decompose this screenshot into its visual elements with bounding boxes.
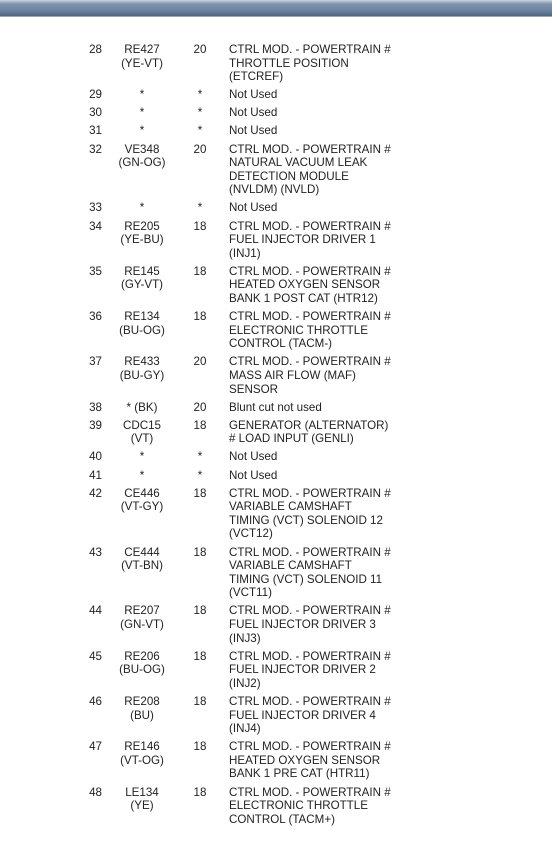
table-row: [0, 469, 552, 483]
wire-gauge: 18: [193, 418, 207, 432]
circuit-function: Not Used: [229, 106, 278, 120]
wire-gauge: 18: [193, 486, 207, 500]
table-row: [0, 106, 552, 120]
table-row: [0, 43, 552, 84]
circuit-code: RE205 (YE-BU): [120, 219, 164, 247]
circuit-code: *: [139, 106, 145, 120]
pin-number: 43: [89, 545, 102, 559]
circuit-function: CTRL MOD. - POWERTRAIN # FUEL INJECTOR DRIVER 1 (INJ1): [229, 219, 391, 260]
wire-gauge: *: [197, 106, 203, 120]
pin-number: 29: [89, 88, 102, 102]
pin-number: 48: [89, 785, 102, 799]
table-row: [0, 604, 552, 645]
circuit-function: CTRL MOD. - POWERTRAIN # ELECTRONIC THROTTLE CONTROL (TACM-): [229, 310, 391, 351]
pin-number: 33: [89, 201, 102, 215]
table-row: [0, 419, 552, 446]
circuit-code: *: [139, 201, 145, 215]
circuit-code: CE446 (VT-GY): [120, 486, 164, 514]
pin-number: 38: [89, 400, 102, 414]
circuit-function: Not Used: [229, 124, 278, 138]
table-row: [0, 124, 552, 138]
table-row: [0, 355, 552, 396]
table-row: [0, 201, 552, 215]
wire-gauge: *: [197, 468, 203, 482]
circuit-function: CTRL MOD. - POWERTRAIN # VARIABLE CAMSHAFT TIMING (VCT) SOLENOID 11 (VCT11): [229, 545, 391, 600]
table-row: [0, 220, 552, 261]
circuit-function: CTRL MOD. - POWERTRAIN # FUEL INJECTOR DRIVER 3 (INJ3): [229, 604, 391, 645]
circuit-code: *: [139, 124, 145, 138]
pin-number: 46: [89, 694, 102, 708]
circuit-code: CDC15 (VT): [122, 418, 161, 446]
circuit-code: RE427 (YE-VT): [121, 43, 163, 70]
wire-gauge: *: [197, 88, 203, 102]
table-row: [0, 310, 552, 351]
wire-gauge: 18: [193, 604, 207, 618]
pin-number: 42: [89, 486, 102, 500]
pin-number: 44: [89, 604, 102, 618]
wire-gauge: 18: [193, 649, 207, 663]
wire-gauge: 18: [193, 785, 207, 799]
table-row: [0, 401, 552, 415]
wire-gauge: 18: [193, 694, 207, 708]
circuit-function: CTRL MOD. - POWERTRAIN # THROTTLE POSITION (ETCREF): [229, 43, 391, 84]
circuit-function: CTRL MOD. - POWERTRAIN # HEATED OXYGEN SENSOR BANK 1 PRE CAT (HTR11): [229, 740, 391, 781]
pin-number: 35: [89, 264, 102, 278]
pin-number: 34: [89, 219, 102, 233]
circuit-function: CTRL MOD. - POWERTRAIN # MASS AIR FLOW (MAF) SENSOR: [229, 355, 391, 396]
table-row: [0, 740, 552, 781]
circuit-function: GENERATOR (ALTERNATOR) # LOAD INPUT (GENLI): [229, 418, 389, 446]
circuit-function: Blunt cut not used: [229, 400, 322, 414]
wire-gauge: 20: [193, 43, 207, 56]
circuit-function: CTRL MOD. - POWERTRAIN # FUEL INJECTOR DRIVER 2 (INJ2): [229, 649, 391, 690]
circuit-function: Not Used: [229, 88, 278, 102]
circuit-function: Not Used: [229, 450, 278, 464]
circuit-function: CTRL MOD. - POWERTRAIN # FUEL INJECTOR DRIVER 4 (INJ4): [229, 694, 391, 736]
wire-gauge: 18: [193, 310, 207, 324]
circuit-code: RE208 (BU): [124, 694, 160, 722]
circuit-function: CTRL MOD. - POWERTRAIN # NATURAL VACUUM LEAK DETECTION MODULE (NVLDM) (NVLD): [229, 142, 391, 197]
circuit-code: LE134 (YE): [125, 785, 159, 813]
pin-number: 40: [89, 450, 102, 464]
wire-gauge: *: [197, 124, 203, 138]
wire-gauge: 18: [193, 264, 207, 278]
circuit-code: RE134 (BU-OG): [119, 310, 165, 337]
wire-gauge: *: [197, 201, 203, 215]
pin-number: 41: [89, 468, 102, 482]
circuit-function: Not Used: [229, 468, 278, 482]
circuit-code: RE145 (GY-VT): [120, 264, 164, 292]
pin-number: 32: [89, 142, 102, 156]
table-row: [0, 487, 552, 541]
table-row: [0, 695, 552, 736]
wire-gauge: 20: [193, 355, 207, 369]
pin-number: 30: [89, 106, 102, 120]
circuit-code: VE348 (GN-OG): [118, 142, 166, 170]
circuit-code: RE207 (GN-VT): [120, 604, 164, 631]
circuit-function: CTRL MOD. - POWERTRAIN # HEATED OXYGEN SENSOR BANK 1 POST CAT (HTR12): [229, 264, 391, 305]
pin-number: 37: [89, 355, 102, 369]
pin-number: 31: [89, 124, 102, 138]
table-row: [0, 650, 552, 691]
circuit-code: RE206 (BU-OG): [119, 649, 165, 677]
pin-number: 39: [89, 418, 102, 432]
wire-gauge: 18: [193, 545, 207, 559]
table-row: [0, 143, 552, 197]
circuit-code: CE444 (VT-BN): [121, 545, 163, 573]
circuit-function: CTRL MOD. - POWERTRAIN # VARIABLE CAMSHAFT TIMING (VCT) SOLENOID 12 (VCT12): [229, 486, 391, 541]
circuit-code: RE433 (BU-GY): [119, 355, 165, 382]
table-row: [0, 88, 552, 102]
table-row: [0, 450, 552, 464]
wire-gauge: 18: [193, 219, 207, 233]
wire-gauge: 20: [193, 400, 207, 414]
pin-number: 36: [89, 310, 102, 324]
pin-number: 28: [89, 43, 102, 56]
circuit-code: * (BK): [126, 400, 158, 414]
table-row: [0, 546, 552, 600]
circuit-code: *: [139, 88, 145, 102]
pin-number: 47: [89, 740, 102, 754]
table-row: [0, 265, 552, 306]
pin-number: 45: [89, 649, 102, 663]
pin-table: [0, 43, 552, 831]
circuit-function: Not Used: [229, 201, 278, 215]
wire-gauge: 20: [193, 142, 207, 156]
circuit-code: *: [139, 450, 145, 464]
wire-gauge: 18: [193, 740, 207, 754]
circuit-code: *: [139, 468, 145, 482]
circuit-function: CTRL MOD. - POWERTRAIN # ELECTRONIC THROTTLE CONTROL (TACM+): [229, 785, 391, 826]
circuit-code: RE146 (VT-OG): [120, 740, 164, 767]
wire-gauge: *: [197, 450, 203, 464]
top-title-bar: [0, 0, 552, 17]
table-row: [0, 786, 552, 827]
